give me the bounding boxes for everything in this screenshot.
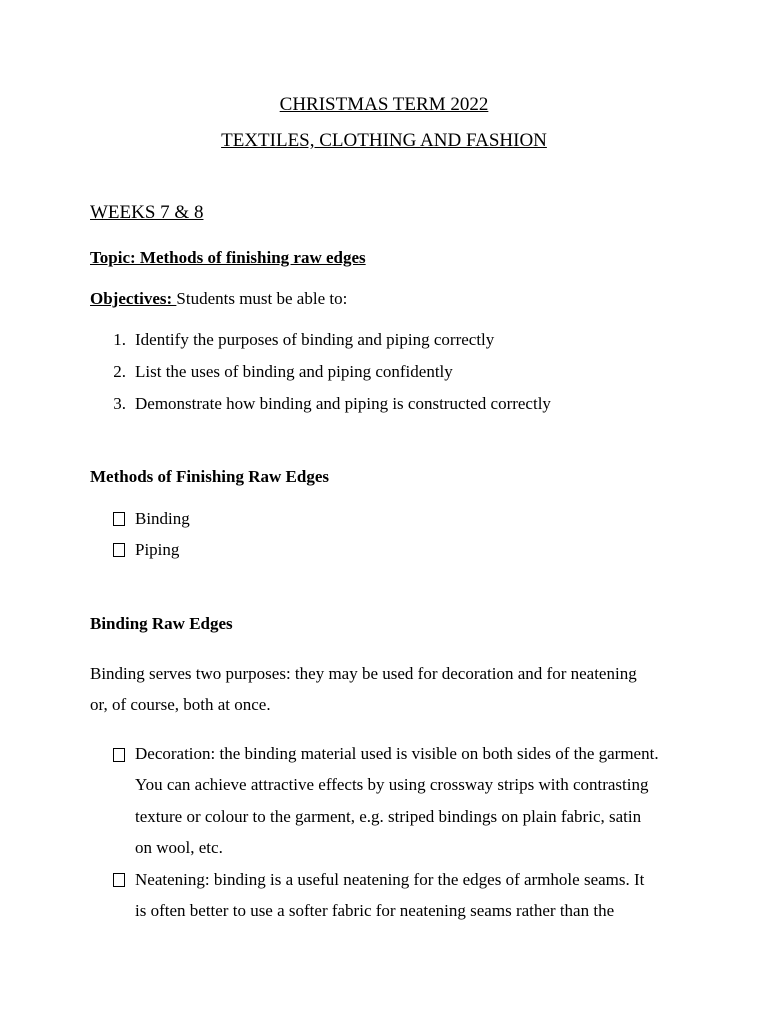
- methods-heading: Methods of Finishing Raw Edges: [90, 467, 329, 486]
- weeks-heading: WEEKS 7 & 8: [90, 202, 204, 223]
- objective-number: 1.: [113, 330, 126, 349]
- objective-number: 2.: [113, 362, 126, 381]
- objectives-intro: Students must be able to:: [176, 289, 348, 308]
- objective-text: Identify the purposes of binding and piping correctly: [135, 330, 495, 349]
- objectives-line: [90, 289, 347, 309]
- paragraph-line: texture or colour to the garment, e.g. striped bindings on plain fabric, satin: [135, 806, 642, 826]
- missing-glyph-box-icon: [113, 873, 125, 887]
- neatening-point: [135, 864, 644, 927]
- objective-text: Demonstrate how binding and piping is constructed correctly: [135, 394, 551, 413]
- decoration-point: [135, 738, 659, 864]
- term-title: CHRISTMAS TERM 2022: [279, 94, 489, 115]
- paragraph-line: on wool, etc.: [135, 838, 223, 858]
- objective-item: [90, 394, 551, 414]
- objective-text: List the uses of binding and piping confidently: [135, 362, 453, 381]
- missing-glyph-box-icon: [113, 512, 125, 526]
- paragraph-line: or, of course, both at once.: [90, 695, 271, 715]
- paragraph-line: Binding serves two purposes: they may be used for decoration and for neatening: [90, 664, 637, 683]
- binding-intro-paragraph: [90, 658, 637, 721]
- topic-heading: Topic: Methods of finishing raw edges: [90, 248, 366, 267]
- subject-title: TEXTILES, CLOTHING AND FASHION: [221, 130, 547, 151]
- paragraph-line: Decoration: the binding material used is visible on both sides of the garment.: [135, 744, 659, 763]
- method-item: Binding: [135, 509, 190, 528]
- missing-glyph-box-icon: [113, 543, 125, 557]
- method-item: Piping: [135, 540, 180, 559]
- objectives-label: Objectives:: [90, 289, 177, 308]
- objective-number: 3.: [113, 394, 126, 413]
- binding-heading: Binding Raw Edges: [90, 614, 233, 633]
- objective-item: [90, 330, 495, 350]
- paragraph-line: You can achieve attractive effects by using crossway strips with contrasting: [135, 775, 649, 795]
- objective-item: [90, 362, 453, 382]
- missing-glyph-box-icon: [113, 748, 125, 762]
- paragraph-line: is often better to use a softer fabric for neatening seams rather than the: [135, 901, 615, 921]
- paragraph-line: Neatening: binding is a useful neatening for the edges of armhole seams. It: [135, 870, 645, 889]
